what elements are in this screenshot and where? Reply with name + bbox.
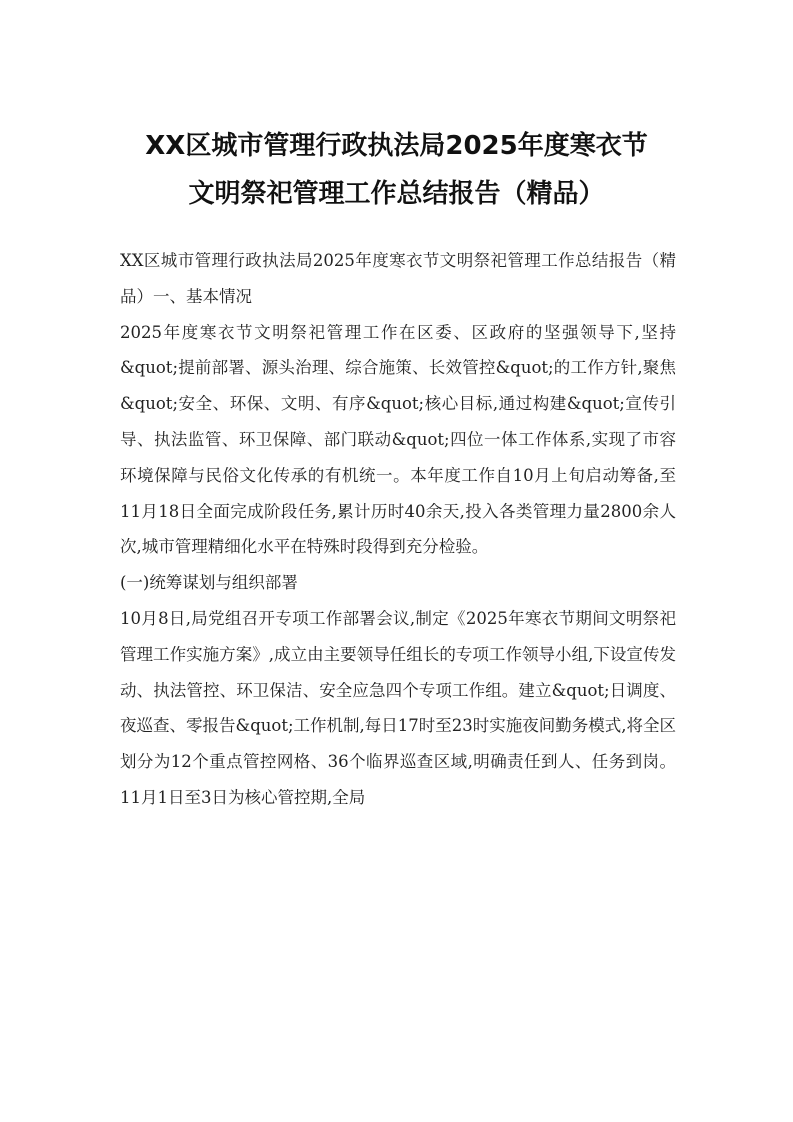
paragraph-intro: XX区城市管理行政执法局2025年度寒衣节文明祭祀管理工作总结报告（精品）一、基本情况 bbox=[120, 251, 676, 306]
paragraph-overview: 2025年度寒衣节文明祭祀管理工作在区委、区政府的坚强领导下,坚持&quot;提前部署、源头治理、综合施策、长效管控&quot;的工作方针,聚焦&quot;安全、环保、文明、有序&quot;核心目标,通过构建&quot;宣传引导、执法监管、环卫保障、部门联动&quot;四位一体工作体系,实现了市容环境保障与民俗文化传承的有机统一。本年度工作自10月上旬启动筹备,至11月18日全面完成阶段任务,累计历时40余天,投入各类管理力量2800余人次,城市管理精细化水平在特殊时段得到充分检验。 bbox=[120, 322, 676, 557]
paragraph-deployment: 10月8日,局党组召开专项工作部署会议,制定《2025年寒衣节期间文明祭祀管理工作实施方案》,成立由主要领导任组长的专项工作领导小组,下设宣传发动、执法管控、环卫保洁、安全应急四个专项工作组。建立&quot;日调度、夜巡查、零报告&quot;工作机制,每日17时至23时实施夜间勤务模式,将全区划分为12个重点管控网格、36个临界巡查区域,明确责任到人、任务到岗。11月1日至3日为核心管控期,全局 bbox=[120, 608, 676, 807]
title-line-1: XX区城市管理行政执法局2025年度寒衣节 bbox=[145, 131, 648, 161]
document-title bbox=[100, 122, 693, 218]
title-line-2: 文明祭祀管理工作总结报告（精品） bbox=[188, 179, 605, 209]
document-body bbox=[120, 243, 676, 816]
section-heading: (一)统筹谋划与组织部署 bbox=[120, 573, 298, 593]
